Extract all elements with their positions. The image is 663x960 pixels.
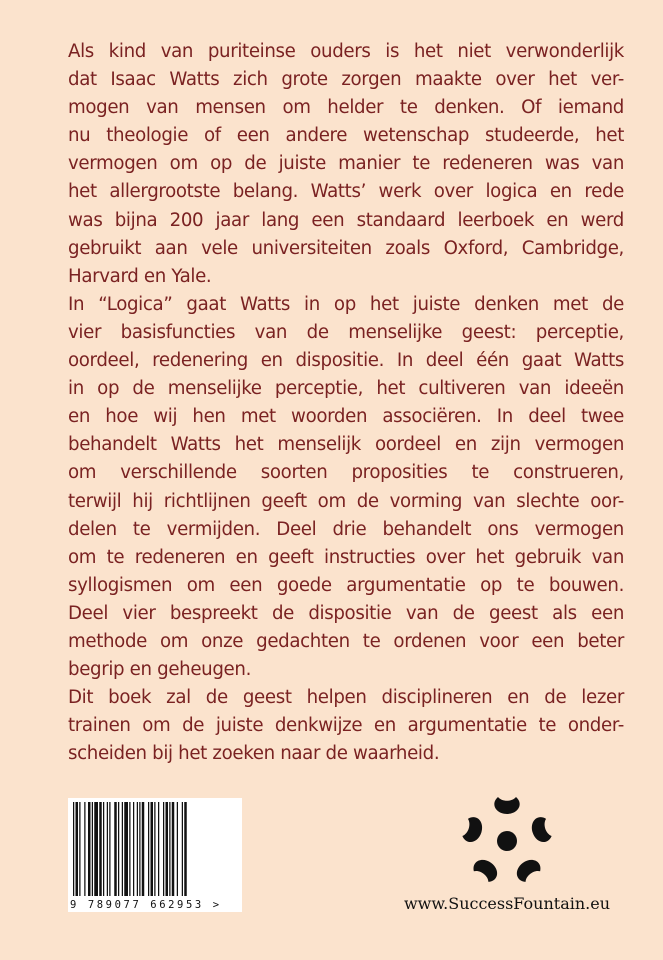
description-line: Deel vier bespreekt de dispositie van de geest als een [68, 602, 624, 624]
description-line: scheiden bij het zoeken naar de waarheid. [68, 743, 440, 765]
logo-petal [471, 855, 501, 884]
logo-center [497, 831, 517, 851]
description-line: begrip en geheugen. [68, 659, 252, 681]
description-line: en hoe wij hen met woorden associëren. In deel twee [68, 406, 624, 428]
description-line: oordeel, redenering en dispositie. In deel één gaat Watts [68, 350, 624, 372]
description-line: behandelt Watts het menselijk oordeel en zijn vermogen [68, 434, 624, 456]
description-line: delen te vermijden. Deel drie behandelt ons vermogen [68, 518, 624, 540]
barcode-digits: 9 789077 662953 > [70, 899, 222, 911]
barcode-bars [68, 798, 242, 898]
publisher-website: www.SuccessFountain.eu [403, 894, 611, 913]
description-line: Harvard en Yale. [68, 265, 212, 287]
description-line: was bijna 200 jaar lang een standaard leerboek en werd [68, 209, 624, 231]
description-line: mogen van mensen om helder te denken. Of iemand [68, 97, 624, 119]
description-line: Als kind van puriteinse ouders is het niet verwonderlijk [68, 41, 624, 62]
description-line: In “Logica” gaat Watts in op het juiste denken met de [68, 293, 624, 315]
description-line: vier basisfuncties van de menselijke geest: perceptie, [68, 321, 624, 343]
description-line: in op de menselijke perceptie, het cultiveren van ideeën [68, 378, 624, 400]
back-cover-description [68, 38, 624, 768]
description-line: om verschillende soorten proposities te construeren, [68, 462, 624, 484]
description-line: het allergrootste belang. Watts’ werk over logica en rede [68, 181, 624, 203]
description-line: dat Isaac Watts zich grote zorgen maakte over het ver- [68, 69, 624, 91]
logo-petal [529, 815, 553, 844]
description-line: trainen om de juiste denkwijze en argumentatie te onder- [68, 715, 624, 737]
description-line: gebruikt aan vele universiteiten zoals Oxford, Cambridge, [68, 237, 624, 259]
description-line: terwijl hij richtlijnen geeft om de vorming van slechte oor- [68, 490, 624, 512]
description-line: Dit boek zal de geest helpen disciplineren en de lezer [68, 687, 624, 709]
logo-petal [513, 855, 543, 884]
description-line: methode om onze gedachten te ordenen voor een beter [68, 630, 624, 652]
logo-petal [494, 797, 519, 814]
description-line: vermogen om op de juiste manier te redeneren was van [68, 153, 624, 175]
description-line: nu theologie of een andere wetenschap studeerde, het [68, 125, 624, 147]
description-line: syllogismen om een goede argumentatie op te bouwen. [68, 574, 624, 596]
logo-petal [461, 815, 485, 844]
flower-petals-icon [460, 794, 554, 888]
description-line: om te redeneren en geeft instructies over het gebruik van [68, 546, 624, 568]
barcode [68, 798, 242, 912]
